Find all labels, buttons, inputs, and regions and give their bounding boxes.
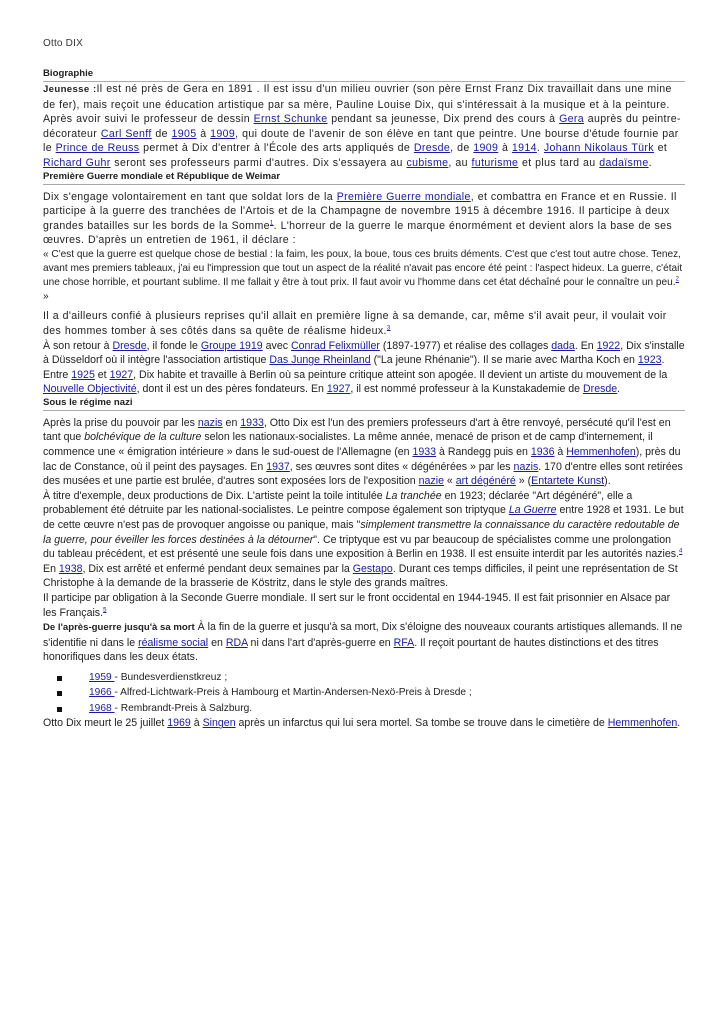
text: . [677, 717, 681, 730]
link-la-guerre[interactable]: La Guerre [508, 504, 557, 517]
bullet-icon [57, 676, 62, 681]
link-prince-de-reuss[interactable]: Prince de Reuss [55, 142, 140, 155]
text: à Randegg puis en [436, 446, 531, 459]
bullet-icon [57, 707, 62, 712]
text: . [536, 142, 544, 155]
list-item [43, 701, 685, 717]
text: Il a d'ailleurs confié à plusieurs reprises qu'il allait en première ligne à sa demande, car, même s'il avait peur, il voulait voir des hommes tomber à ses côtés dans sa quête de réalisme hideux. [43, 310, 667, 337]
link-premiere-guerre-mondiale[interactable]: Première Guerre mondiale [336, 190, 471, 203]
text: (1897-1977) et réalise des collages [379, 339, 552, 352]
link-award-year[interactable]: 1966 [89, 687, 115, 699]
text: à [190, 717, 203, 730]
text: et [94, 368, 110, 381]
text: entre 1928 et 1931. Le but de cette œuvre n'est pas de provoquer angoisse ou panique, mais " [43, 504, 684, 532]
link-hemmenhofen[interactable]: Hemmenhofen [566, 446, 636, 459]
text: à [554, 446, 567, 459]
award-text: - Bundesverdienstkreuz ; [114, 671, 228, 683]
text: seront ses professeurs parmi d'autres. Dix s'essayera au [110, 156, 407, 169]
text: , ses œuvres sont dites « dégénérées » par les [289, 460, 514, 473]
link-dresde[interactable]: Dresde [112, 339, 147, 352]
paragraph-jeunesse [43, 82, 685, 171]
text: , il est nommé professeur à la Kunstakademie de [350, 383, 584, 396]
link-nazis-2[interactable]: nazis [513, 460, 539, 473]
list-item [43, 670, 685, 686]
text: À titre d'exemple, deux productions de Dix. L'artiste peint la toile intitulée [43, 489, 386, 502]
text: à [498, 142, 512, 155]
section-heading-regime-nazi: Sous le régime nazi [43, 397, 685, 411]
text: permet à Dix d'entrer à l'École des arts appliqués de [139, 142, 414, 155]
link-1905[interactable]: 1905 [171, 127, 197, 140]
document-page [43, 38, 685, 731]
text: en [222, 416, 241, 429]
footnote-4[interactable]: 4 [679, 548, 683, 555]
text: et [653, 142, 668, 155]
text: » ( [515, 475, 532, 488]
text: auprès du peintre-décorateur [43, 113, 681, 140]
text: Après la prise du pouvoir par les [43, 416, 198, 429]
awards-list [43, 670, 685, 717]
link-gestapo[interactable]: Gestapo [352, 562, 393, 575]
text: Dix s'engage volontairement en tant que soldat lors de la [43, 190, 337, 203]
footnote-2[interactable]: 2 [675, 276, 679, 283]
text: en [208, 636, 226, 649]
text: à [196, 127, 211, 140]
footnote-3[interactable]: 3 [386, 325, 391, 332]
text: ni dans l'art d'après-guerre en [247, 636, 394, 649]
quote-text: « C'est que la guerre est quelque chose de bestial : la faim, les poux, la boue, tous ces bruits déments. C'est que c'est tout autre chose. Tenez, avant mes premiers tableaux, j'ai eu l'impression que tout un aspect de la réalité n'avait pas encore été peint : l'aspect hideux. La guerre, c'était une chose horrible, et pourtant sublime. Il me fallait y être à tout prix. Il faut avoir vu l'homme dans cet état déchaîné pour le connaître un peu. [43, 248, 683, 289]
link-futurisme[interactable]: futurisme [471, 156, 519, 169]
text: selon les nationaux-socialistes. La même année, menacé de prison et de camp d'internement, il commence une « émigration intérieure » dans le sud-ouest de l'Allemagne (en [43, 431, 653, 459]
text: . En [574, 339, 597, 352]
text: , et combattra en France et en Russie. Il participe à la guerre des tranchées de l'Artois et de la Champagne de novembre 1915 à décembre 1916. Il participe à deux grandes batailles sur les bords de la Somme [43, 190, 677, 232]
text: . [617, 383, 621, 396]
bullet-icon [57, 691, 62, 696]
link-gera[interactable]: Gera [559, 113, 585, 126]
document-title: Otto DIX [43, 38, 83, 49]
link-dada[interactable]: dada [551, 339, 575, 352]
lead-jeunesse: Jeunesse : [43, 84, 97, 95]
link-1969[interactable]: 1969 [167, 717, 191, 730]
text: ), près du lac de Constance, où il peint des paysages. En [43, 446, 681, 473]
text: de [151, 127, 172, 140]
award-text: - Alfred-Lichtwark-Preis à Hambourg et Martin-Andersen-Nexö-Preis à Dresde ; [114, 687, 472, 699]
link-1923[interactable]: 1923 [637, 354, 662, 367]
link-conrad-felixmuller[interactable]: Conrad Felixmüller [290, 339, 380, 352]
link-ernst-schunke[interactable]: Ernst Schunke [253, 113, 328, 126]
link-rfa[interactable]: RFA [393, 636, 415, 649]
quote-dix-1961 [43, 248, 685, 304]
link-carl-senff[interactable]: Carl Senff [100, 127, 152, 140]
text: . Il reçoit pourtant de hautes distinctions et des titres honorifiques dans les deux états. [43, 636, 659, 664]
text: , au [448, 156, 472, 169]
italic-text: La tranchée [385, 489, 442, 502]
text: , Otto Dix est l'un des premiers professeurs d'art à être renvoyé, persécuté qu'il l'est en tant que [43, 416, 671, 444]
link-1914[interactable]: 1914 [511, 142, 537, 155]
italic-text: simplement transmettre la connaissance du caractère redoutable de la guerre, pour éveiller les forces destinées à la détourner [43, 519, 680, 546]
link-dresde-2[interactable]: Dresde [583, 383, 618, 396]
paragraph-seconde-guerre [43, 591, 685, 620]
link-1933b[interactable]: 1933 [412, 446, 437, 459]
award-text: - Rembrandt-Preis à Salzburg. [114, 702, 253, 714]
link-1933[interactable]: 1933 [240, 416, 264, 429]
text: ("La jeune Rhénanie"). Il se marie avec Martha Koch en [370, 354, 638, 367]
link-award-year[interactable]: 1968 [89, 702, 115, 714]
link-1922[interactable]: 1922 [596, 339, 621, 352]
text: , il fonde le [146, 339, 201, 352]
paragraph-prise-pouvoir [43, 416, 685, 489]
text: . [648, 156, 652, 169]
text: , Dix est arrêté et enfermé pendant deux semaines par la [82, 562, 353, 575]
link-1927b[interactable]: 1927 [326, 383, 351, 396]
text: » [43, 291, 49, 303]
lead-apres-guerre: De l'après-guerre jusqu'à sa mort [43, 622, 195, 634]
link-1937[interactable]: 1937 [266, 460, 290, 473]
link-groupe-1919[interactable]: Groupe 1919 [200, 339, 263, 352]
link-nazis[interactable]: nazis [197, 416, 223, 429]
text: . 170 d'entre elles sont retirées des musées et une partie est brulée, d'autres sont exposées lors de l'exposition [43, 460, 683, 488]
text: après un infarctus qui lui sera mortel. Sa tombe se trouve dans le cimetière de [235, 717, 608, 730]
text: , qui doute de l'avenir de son élève en tant que peintre. Une bourse d'étude fournie par le [43, 127, 679, 155]
link-das-junge-rheinland[interactable]: Das Junge Rheinland [269, 354, 371, 367]
link-richard-guhr[interactable]: Richard Guhr [43, 156, 111, 169]
link-1925[interactable]: 1925 [71, 368, 95, 381]
link-entartete-kunst[interactable]: Entartete Kunst [531, 475, 605, 488]
text: Il participe par obligation à la Seconde Guerre mondiale. Il sert sur le front occidental en 1944-1945. Il est fait prisonnier en Alsace par les Français. [43, 592, 671, 619]
text: avec [262, 339, 291, 352]
text: . Entre [43, 354, 665, 381]
paragraph-deces [43, 716, 685, 731]
text: Il est né près de Gera en 1891 . Il est issu d'un milieu ouvrier (son père Ernst Franz Dix travaillait dans une mine de fer), mais reçoit une éducation artistique par sa mère, Pauline Louise Dix, qui s'intéressait à la musique et à la peinture. Après avoir suivi le professeur de dessin [43, 83, 672, 126]
link-rda[interactable]: RDA [225, 636, 248, 649]
link-nazie[interactable]: nazie [418, 475, 444, 488]
link-award-year[interactable]: 1959 [89, 671, 115, 683]
paragraph-engagement [43, 190, 685, 248]
text: . Durant ces temps difficiles, il peint une représentation de St Christophe à la demande de la brasserie de Köstritz, dans le style des grands maîtres. [43, 562, 678, 590]
text: pendant sa jeunesse, Dix prend des cours à [327, 113, 560, 126]
text: , de [450, 142, 474, 155]
section-heading-biographie: Biographie [43, 68, 685, 82]
section-heading-premiere-guerre: Première Guerre mondiale et République de Weimar [43, 171, 685, 185]
link-1927[interactable]: 1927 [109, 368, 134, 381]
link-cubisme[interactable]: cubisme [406, 156, 449, 169]
link-1936[interactable]: 1936 [530, 446, 555, 459]
paragraph-premiere-ligne [43, 309, 685, 338]
text: ). [604, 475, 611, 488]
footnote-1[interactable]: 1 [269, 220, 274, 227]
footnote-5[interactable]: 5 [103, 607, 107, 614]
link-1938[interactable]: 1938 [58, 562, 83, 575]
text: À son retour à [43, 339, 113, 352]
link-art-degenere[interactable]: art dégénéré [455, 475, 516, 488]
text: « [443, 475, 456, 488]
link-nouvelle-objectivite[interactable]: Nouvelle Objectivité [43, 383, 137, 396]
link-hemmenhofen-2[interactable]: Hemmenhofen [607, 717, 678, 730]
text: et plus tard au [518, 156, 600, 169]
paragraph-retour-dresde [43, 339, 685, 397]
text: Otto Dix meurt le 25 juillet [43, 717, 168, 730]
link-1909[interactable]: 1909 [210, 127, 236, 140]
text: . L'horreur de la guerre le marque énormément et devient alors la base de ses œuvres. D'après un entretien de 1961, il déclare : [43, 219, 673, 247]
paragraph-gestapo [43, 562, 685, 591]
italic-text: bolchévique de la culture [84, 431, 202, 444]
link-singen[interactable]: Singen [202, 717, 236, 730]
text: en 1923; déclarée "Art dégénéré", elle a probablement été détruite par les national-socialistes. Le peintre compose également son triptyque [43, 489, 633, 517]
text: , Dix s'installe à Düsseldorf où il intègre l'association artistique [43, 339, 685, 367]
text: , Dix habite et travaille à Berlin où sa peinture critique atteint son apogée. Il devient un artiste du mouvement de la [133, 368, 668, 381]
text: ". Ce triptyque est vu par beaucoup de spécialistes comme une prolongation du tableau précédent, et est présenté une seule fois dans une exposition à Berlin en 1938. Il est ensuite interdit par les autorités nazies. [43, 533, 680, 561]
text: , dont il est un des pères fondateurs. En [136, 383, 327, 396]
link-1909b[interactable]: 1909 [473, 142, 499, 155]
link-realisme-social[interactable]: réalisme social [138, 636, 209, 649]
link-johann-nikolaus-turk[interactable]: Johann Nikolaus Türk [543, 142, 654, 155]
paragraph-apres-guerre [43, 620, 685, 665]
link-dadaisme[interactable]: dadaïsme [599, 156, 649, 169]
list-item [43, 685, 685, 701]
paragraph-productions [43, 489, 685, 562]
text: À la fin de la guerre et jusqu'à sa mort, Dix s'éloigne des nouveaux courants artistiques allemands. Il ne s'identifie ni dans le [43, 621, 683, 649]
text: En [43, 562, 59, 575]
link-dresde[interactable]: Dresde [413, 142, 451, 155]
